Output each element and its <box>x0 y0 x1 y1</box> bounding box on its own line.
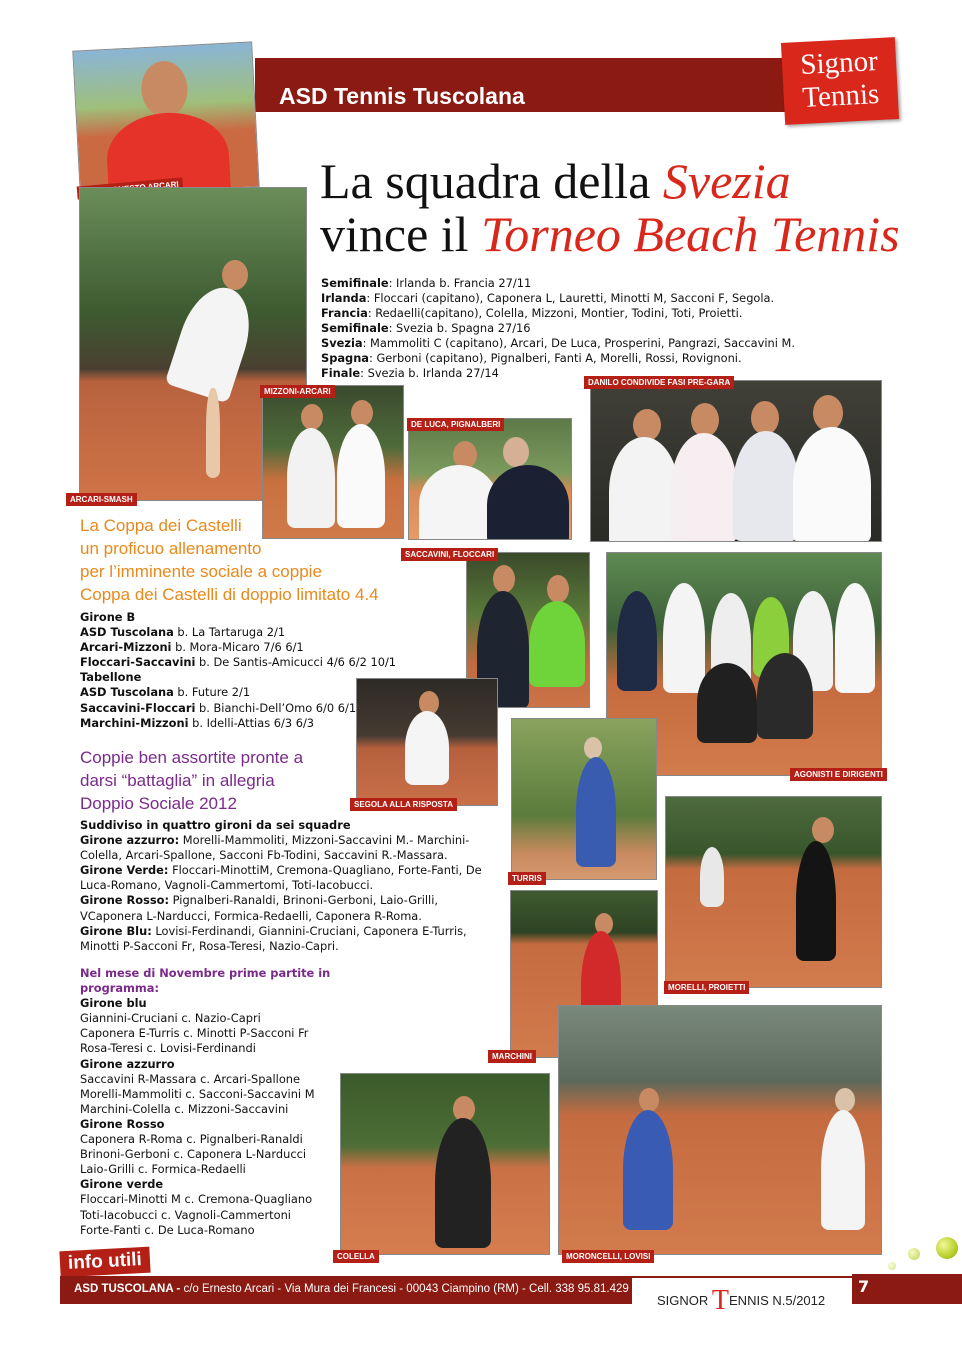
caption-mizzoni: MIZZONI-ARCARI <box>260 385 335 398</box>
info-utili-label: info utili <box>59 1247 150 1278</box>
photo-president <box>72 41 259 196</box>
title-accent-1: Svezia <box>662 153 791 209</box>
photo-morelli-proietti <box>665 796 882 988</box>
title-accent-2: Torneo Beach Tennis <box>481 206 900 262</box>
sociale-heading: Coppie ben assortite pronte a darsi “battaglia” in allegria Doppio Sociale 2012 <box>80 748 304 813</box>
caption-turris: TURRIS <box>508 872 546 885</box>
page-number: 7 <box>852 1274 962 1304</box>
result-line: Irlanda: Floccari (capitano), Caponera L, Lauretti, Minotti M, Sacconi F, Segola. <box>321 291 775 305</box>
coppa-line: Arcari-Mizzoni b. Mora-Micaro 7/6 6/1 <box>80 640 304 655</box>
group-name: Girone Rosso <box>80 1116 165 1131</box>
title-line1: La squadra della <box>320 153 663 209</box>
results-list <box>321 276 881 381</box>
caption-marchini: MARCHINI <box>488 1050 536 1063</box>
coppa-line: Girone B <box>80 610 136 624</box>
group-name: Girone azzurro <box>80 1056 175 1071</box>
club-name: ASD Tennis Tuscolana <box>279 83 525 109</box>
article-title <box>320 155 920 261</box>
caption-morelli: MORELLI, PROIETTI <box>664 981 749 994</box>
tennis-ball-icon <box>908 1248 920 1260</box>
photo-danilo <box>590 380 882 542</box>
match-line: Brinoni-Gerboni c. Caponera L-Narducci <box>80 1147 307 1162</box>
caption-segola: SEGOLA ALLA RISPOSTA <box>350 798 457 811</box>
sociale-intro: Suddiviso in quattro gironi da sei squadre <box>80 818 351 832</box>
caption-moroncelli: MORONCELLI, LOVISI <box>562 1250 654 1263</box>
caption-saccavini: SACCAVINI, FLOCCARI <box>401 548 498 561</box>
match-line: Caponera E-Turris c. Minotti P-Sacconi Fr <box>80 1026 309 1041</box>
match-line: Toti-Iacobucci c. Vagnoli-Cammertoni <box>80 1207 291 1222</box>
programma-heading: Nel mese di Novembre prime partite in programma: <box>80 966 331 996</box>
match-line: Giannini-Cruciani c. Nazio-Capri <box>80 1011 261 1026</box>
result-line: Semifinale: Irlanda b. Francia 27/11 <box>321 276 532 290</box>
footer-contact-bar <box>60 1276 632 1304</box>
match-line: Marchini-Colella c. Mizzoni-Saccavini <box>80 1101 289 1116</box>
coppa-line: Floccari-Saccavini b. De Santis-Amicucci 4/6 6/2 10/1 <box>80 655 397 670</box>
girone-para: Girone Blu: Lovisi-Ferdinandi, Giannini-Cruciani, Caponera E-Turris, Minotti P-Sacconi Fr, Rosa-Teresi, Nazio-Capri. <box>80 923 467 953</box>
sociale-section <box>80 746 498 954</box>
sociale-body <box>80 818 498 954</box>
programma-section <box>80 966 410 1238</box>
group-name: Girone verde <box>80 1177 164 1192</box>
girone-para: Girone Rosso: Pignalberi-Ranaldi, Brinoni-Gerboni, Laio-Grilli, VCaponera L-Narducci, Formica-Redaelli, Caponera R-Roma. <box>80 893 438 923</box>
match-line: Saccavini R-Massara c. Arcari-Spallone <box>80 1071 301 1086</box>
result-line: Francia: Redaelli(capitano), Colella, Mizzoni, Montier, Todini, Toti, Proietti. <box>321 306 743 320</box>
caption-colella: COLELLA <box>333 1250 379 1263</box>
result-line: Spagna: Gerboni (capitano), Pignalberi, Fanti A, Morelli, Rossi, Rovignoni. <box>321 351 742 365</box>
coppa-line: Marchini-Mizzoni b. Idelli-Attias 6/3 6/3 <box>80 715 315 730</box>
coppa-heading: La Coppa dei Castelli un proficuo allenamento per l’imminente sociale a coppie Coppa dei Castelli di doppio limitato 4.4 <box>80 516 379 604</box>
result-line: Svezia: Mammoliti C (capitano), Arcari, De Luca, Prosperini, Pangrazi, Saccavini M. <box>321 336 795 350</box>
result-line: Finale: Svezia b. Irlanda 27/14 <box>321 366 499 380</box>
match-line: Forte-Fanti c. De Luca-Romano <box>80 1222 255 1237</box>
coppa-line: Tabellone <box>80 670 142 685</box>
footer-org: ASD TUSCOLANA - <box>74 1283 184 1295</box>
match-line: Morelli-Mammoliti c. Sacconi-Saccavini M <box>80 1086 315 1101</box>
photo-moroncelli-lovisi <box>558 1005 882 1255</box>
photo-turris <box>511 718 657 880</box>
caption-deluca: DE LUCA, PIGNALBERI <box>407 418 504 431</box>
tennis-ball-icon <box>888 1262 896 1270</box>
coppa-line: ASD Tuscolana b. La Tartaruga 2/1 <box>80 625 286 640</box>
footer-address: c/o Ernesto Arcari - Via Mura dei Francesi - 00043 Ciampino (RM) - Cell. 338 95.81.429 <box>183 1283 629 1295</box>
caption-arcari-smash: ARCARI-SMASH <box>66 493 137 506</box>
caption-agonisti: AGONISTI E DIRIGENTI <box>790 768 887 781</box>
footer-brand: SIGNOR TENNIS N.5/2012 <box>657 1285 826 1316</box>
coppa-results <box>80 610 460 731</box>
match-line: Floccari-Minotti M c. Cremona-Quagliano <box>80 1192 313 1207</box>
coppa-line: ASD Tuscolana b. Future 2/1 <box>80 685 251 700</box>
header-bar <box>255 58 795 112</box>
title-line2: vince il <box>320 206 482 262</box>
group-name: Girone blu <box>80 996 147 1011</box>
tennis-ball-icon <box>936 1237 958 1259</box>
girone-para: Girone azzurro: Morelli-Mammoliti, Mizzoni-Saccavini M.- Marchini-Colella, Arcari-Spallone, Sacconi Fb-Todini, Saccavini R.-Massara. <box>80 833 470 863</box>
logo-line-2: Tennis <box>801 77 881 114</box>
caption-danilo: DANILO CONDIVIDE FASI PRE-GARA <box>584 376 734 389</box>
match-line: Laio-Grilli c. Formica-Redaelli <box>80 1162 246 1177</box>
coppa-line: Saccavini-Floccari b. Bianchi-Dell’Omo 6/0 6/1 <box>80 700 357 715</box>
match-line: Caponera R-Roma c. Pignalberi-Ranaldi <box>80 1132 303 1147</box>
logo-line-1: Signor <box>799 45 879 82</box>
coppa-section <box>80 514 460 731</box>
signor-tennis-logo <box>781 37 899 125</box>
result-line: Semifinale: Svezia b. Spagna 27/16 <box>321 321 531 335</box>
match-line: Rosa-Teresi c. Lovisi-Ferdinandi <box>80 1041 256 1056</box>
girone-para: Girone Verde: Floccari-MinottiM, Cremona-Quagliano, Forte-Fanti, De Luca-Romano, Vagnoli-Cammertomi, Toti-Iacobucci. <box>80 863 482 893</box>
